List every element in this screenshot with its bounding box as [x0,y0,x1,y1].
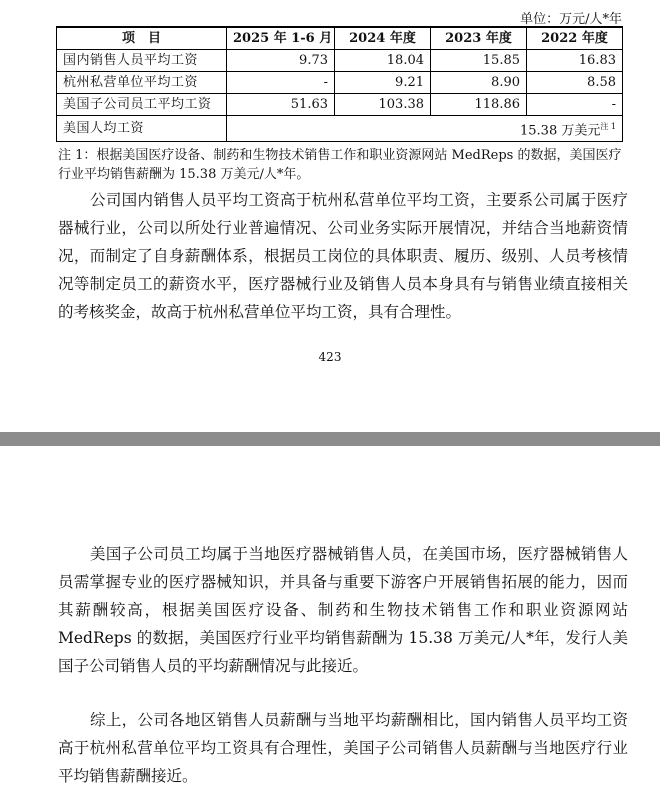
header-item: 项 目 [57,27,227,50]
paragraph-conclusion: 综上，公司各地区销售人员薪酬与当地平均薪酬相比，国内销售人员平均工资高于杭州私营单位平均工资具有合理性，美国子公司销售人员薪酬与当地医疗行业平均销售薪酬接近。 [58,711,628,785]
table-cell: 8.90 [431,72,527,94]
row-label: 国内销售人员平均工资 [57,50,227,72]
paragraph-us-subsidiary: 美国子公司员工均属于当地医疗器械销售人员，在美国市场，医疗器械销售人员需掌握专业的医疗器械知识，并具备与重要下游客户开展销售拓展的能力，因而其薪酬较高，根据美国医疗设备、制药和生物技术销售工作和职业资源网站 MedReps 的数据，美国医疗行业平均销售薪酬为 15.38 万美元/人*年，发行人美国子公司销售人员的平均薪酬情况与此接近。 [58,545,628,675]
salary-table [56,26,623,142]
header-2023: 2023 年度 [431,27,527,50]
paragraph-domestic-salary: 公司国内销售人员平均工资高于杭州私营单位平均工资，主要系公司属于医疗器械行业，公司以所处行业普遍情况、公司业务实际开展情况，并结合当地薪资情况，而制定了自身薪酬体系，根据员工岗位的具体职责、履历、级别、人员考核情况等制定员工的薪资水平，医疗器械行业及销售人员本身具有与销售业绩直接相关的考核奖金，故高于杭州私营单位平均工资，具有合理性。 [58,191,628,321]
table-cell: 8.58 [527,72,623,94]
us-salary-value: 15.38 万美元 [520,123,601,139]
table-row-us [57,116,623,142]
unit-label: 单位：万元/人*年 [520,12,622,27]
page-number: 423 [318,350,342,364]
table-cell: 103.38 [335,94,431,116]
table-cell: 18.04 [335,50,431,72]
document-page-lower [0,446,660,790]
table-cell: 9.21 [335,72,431,94]
table-row [57,50,623,72]
row-label: 杭州私营单位平均工资 [57,72,227,94]
table-cell: 9.73 [227,50,335,72]
table-cell: - [527,94,623,116]
table-cell: 15.85 [431,50,527,72]
us-salary-cell [227,116,623,142]
table-header-row [57,27,623,50]
row-label: 美国人均工资 [57,116,227,142]
table-row [57,94,623,116]
row-label: 美国子公司员工平均工资 [57,94,227,116]
header-2024: 2024 年度 [335,27,431,50]
table-cell: 16.83 [527,50,623,72]
header-2022: 2022 年度 [527,27,623,50]
page-separator [0,432,660,446]
table-cell: 118.86 [431,94,527,116]
table-cell: - [227,72,335,94]
header-2025h1: 2025 年 1-6 月 [227,27,335,50]
table-row [57,72,623,94]
note-mark: 注 1 [600,122,616,131]
table-footnote: 注 1：根据美国医疗设备、制药和生物技术销售工作和职业资源网站 MedReps 的数据，美国医疗行业平均销售薪酬为 15.38 万美元/人*年。 [58,148,622,182]
table-cell: 51.63 [227,94,335,116]
